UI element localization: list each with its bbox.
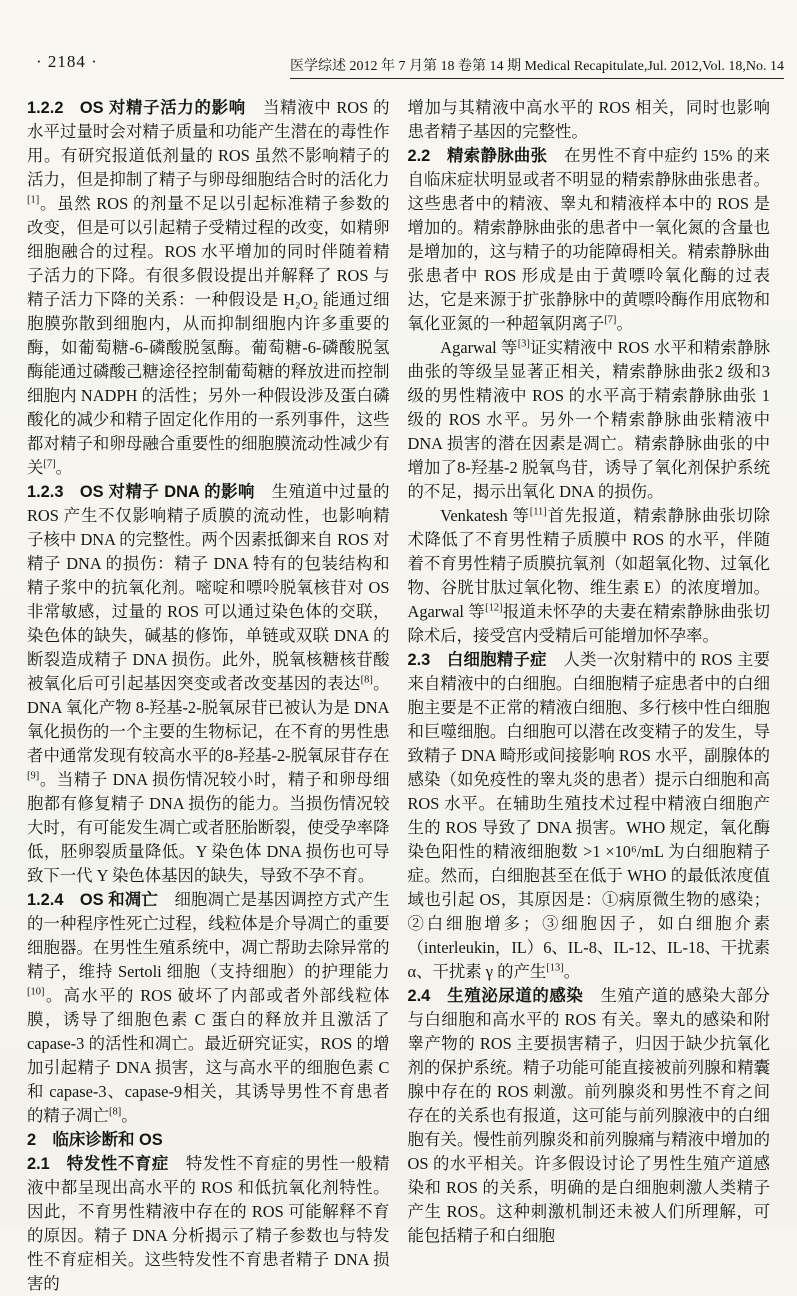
column-left xyxy=(27,96,390,1293)
paragraph: 2.2 精索静脉曲张 在男性不育中症约 15% 的来自临床症状明显或者不明显的精索静脉曲张患者。这些患者中的精液、睾丸和精液样本中的 ROS 是增加的。精索静脉曲张的患者中一氧化氮的含量也是增加的，这与精子的功能障碍相关。精索静脉曲张患者中 ROS 形成是由于黄嘌呤氧化酶的过表达，它是来源于扩张静脉中的黄嘌呤酶作用底物和氧化亚氮的一种超氧阴离子[7]。 xyxy=(407,146,770,333)
paragraph: 增加与其精液中高水平的 ROS 相关，同时也影响患者精子基因的完整性。 xyxy=(407,98,770,141)
column-right xyxy=(407,96,771,1245)
article-body xyxy=(0,96,797,1293)
page-header xyxy=(0,50,797,78)
section-label: 1.2.4 OS 和凋亡 xyxy=(27,891,158,909)
section-label: 2.4 生殖泌尿道的感染 xyxy=(407,987,584,1005)
paragraph: 1.2.4 OS 和凋亡 细胞凋亡是基因调控方式产生的一种程序性死亡过程，线粒体是介导凋亡的重要细胞器。在男性生殖系统中，凋亡帮助去除异常的精子，维持 Sertoli 细胞（支持细胞）的护理能力[10]。高水平的 ROS 破坏了内部或者外部线粒体膜，诱导了细胞色素 C 蛋白的释放并且激活了 capase-3 的活性和凋亡。最近研究证实，ROS 的增加引起精子 DNA 损害，这与高水平的细胞色素 C 和 capase-3、capase-9相关，其诱导男性不育患者的精子凋亡[8]。 xyxy=(27,890,390,1125)
section-label: 1.2.3 OS 对精子 DNA 的影响 xyxy=(27,483,255,501)
paragraph: 1.2.3 OS 对精子 DNA 的影响 生殖道中过量的 ROS 产生不仅影响精子质膜的流动性，也影响精子核中 DNA 的完整性。两个因素抵御来自 ROS 对精子 DNA 的损伤：精子 DNA 特有的包装结构和精子浆中的抗氧化剂。嘧啶和嘌呤脱氧核苷对 OS 非常敏感，过量的 ROS 可以通过染色体的交联，染色体的缺失，碱基的修饰，单链或双联 DNA 的断裂造成精子 DNA 损伤。此外，脱氧核糖核苷酸被氧化后可引起基因突变或者改变基因的表达[8]。DNA 氧化产物 8-羟基-2-脱氧尿苷已被认为是 DNA 氧化损伤的一个主要的生物标记，在不育的男性患者中通常发现有较高水平的8-羟基-2-脱氧尿苷存在[9]。当精子 DNA 损伤情况较小时，精子和卵母细胞都有修复精子 DNA 损伤的能力。当损伤情况较大时，有可能发生凋亡或者胚胎断裂，使受孕率降低，胚卵裂质量降低。Y 染色体 DNA 损伤也可导致下一代 Y 染色体基因的缺失，导致不孕不育。 xyxy=(27,482,390,885)
section-label: 2.1 特发性不育症 xyxy=(27,1155,169,1173)
paragraph: 1.2.2 OS 对精子活力的影响 当精液中 ROS 的水平过量时会对精子质量和功能产生潜在的毒性作用。有研究报道低剂量的 ROS 虽然不影响精子的活力，但是抑制了精子与卵母细胞结合时的活化力[1]。虽然 ROS 的剂量不足以引起标准精子参数的改变，但是可以引起精子受精过程的改变，如精卵细胞融合的过程。ROS 水平增加的同时伴随着精子活力的下降。有很多假设提出并解释了 ROS 与精子活力下降的关系：一种假设是 H₂O₂ 能通过细胞膜弥散到细胞内，从而抑制细胞内许多重要的酶，如葡萄糖-6-磷酸脱氢酶。葡萄糖-6-磷酸脱氢酶能通过磷酸己糖途径控制葡萄糖的释放进而控制细胞内 NADPH 的活性；另外一种假设涉及蛋白磷酸化的减少和精子固定化作用的一系列事件，这些都对精子和卵母融合重要性的细胞膜流动性减少有关[7]。 xyxy=(27,98,390,477)
paragraph: 2.1 特发性不育症 特发性不育症的男性一般精液中都呈现出高水平的 ROS 和低抗氧化剂特性。因此，不育男性精液中存在的 ROS 可能解释不育的原因。精子 DNA 分析揭示了精子参数也与特发性不育症相关。这些特发性不育患者精子 DNA 损害的 xyxy=(27,1154,390,1293)
paragraph: 2.4 生殖泌尿道的感染 生殖产道的感染大部分与白细胞和高水平的 ROS 有关。睾丸的感染和附睾产物的 ROS 主要损害精子，归因于缺少抗氧化剂的保护系统。精子功能可能直接被前列腺和精囊腺中存在的 ROS 刺激。前列腺炎和男性不育之间存在的关系也有报道，这可能与前列腺液中的白细胞有关。慢性前列腺炎和前列腺痛与精液中增加的 OS 的水平相关。许多假设讨论了男性生殖产道感染和 ROS 的关系，明确的是白细胞刺激人类精子产生 ROS。这种刺激机制还未被人们所理解，可能包括精子和白细胞 xyxy=(407,986,770,1245)
section-label: 2.2 精索静脉曲张 xyxy=(407,147,548,165)
section-label: 1.2.2 OS 对精子活力的影响 xyxy=(27,99,246,117)
paragraph: Agarwal 等[3]证实精液中 ROS 水平和精索静脉曲张的等级呈显著正相关，精索静脉曲张2 级和3 级的男性精液中 ROS 的水平高于精索静脉曲张 1 级的 ROS 水平。另外一个精索静脉曲张精液中 DNA 损害的潜在因素是凋亡。精索静脉曲张的中增加了8-羟基-2 脱氧鸟苷，诱导了氧化剂保护系统的不足，揭示出氧化 DNA 的损伤。 xyxy=(407,338,770,501)
journal-title-line: 医学综述 2012 年 7 月第 18 卷第 14 期 Medical Recapitulate,Jul. 2012,Vol. 18,No. 14 xyxy=(290,55,784,79)
paragraph: Venkatesh 等[11]首先报道，精索静脉曲张切除术降低了不育男性精子质膜中 ROS 的水平，伴随着不育男性精子质膜抗氧剂（如超氧化物、过氧化物、谷胱甘肽过氧化物、维生素 E）的浓度增加。Agarwal 等[12]报道未怀孕的夫妻在精索静脉曲张切除术后，接受宫内受精后可能增加怀孕率。 xyxy=(407,506,771,645)
section-label: 2 临床诊断和 OS xyxy=(27,1131,163,1149)
paragraph: 2.3 白细胞精子症 人类一次射精中的 ROS 主要来自精液中的白细胞。白细胞精子症患者中的白细胞主要是不正常的精液白细胞、多行核中性白细胞和巨噬细胞。白细胞可以潜在改变精子的发生，导致精子 DNA 畸形或间接影响 ROS 水平，副腺体的感染（如免疫性的睾丸炎的患者）提示白细胞和高 ROS 水平。在辅助生殖技术过程中精液白细胞产生的 ROS 导致了 DNA 损害。WHO 规定，氧化酶染色阳性的精液细胞数 >1 ×10⁶/mL 为白细胞精子症。然而，白细胞甚至在低于 WHO 的最低浓度值域也引起 OS，其原因是：①病原微生物的感染；②白细胞增多；③细胞因子，如白细胞介素（interleukin，IL）6、IL-8、IL-12、IL-18、干扰素 α、干扰素 γ 的产生[13]。 xyxy=(407,650,770,981)
section-heading xyxy=(27,1128,390,1152)
page-number: · 2184 · xyxy=(36,52,98,71)
section-label: 2.3 白细胞精子症 xyxy=(407,651,547,669)
